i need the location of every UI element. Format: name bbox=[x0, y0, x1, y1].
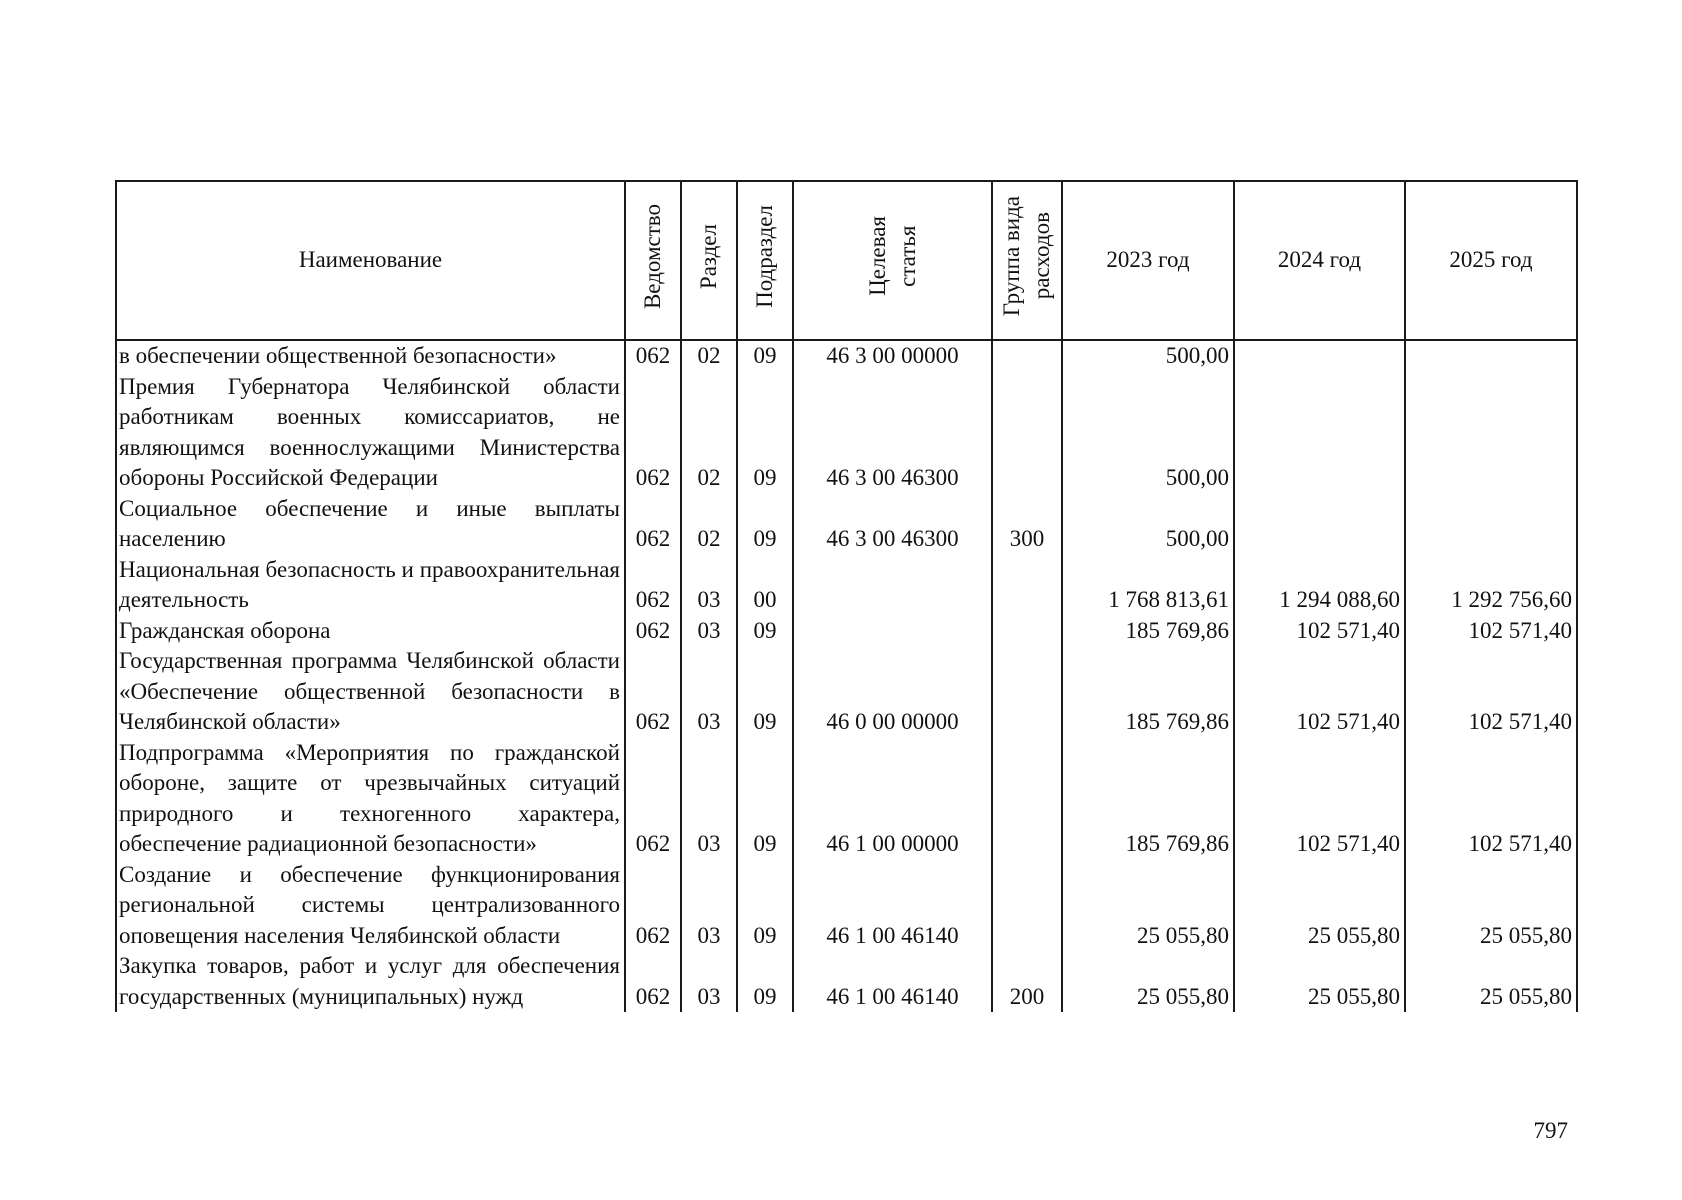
table-row bbox=[116, 494, 1577, 555]
row-tselevaya-statya: 46 0 00 00000 bbox=[793, 646, 992, 738]
table-row bbox=[116, 646, 1577, 738]
row-2024: 25 055,80 bbox=[1234, 951, 1405, 1012]
table-row bbox=[116, 372, 1577, 494]
row-podrazdel: 00 bbox=[737, 555, 793, 616]
row-name: Подпрограмма «Мероприятия по гражданской обороне, защите от чрезвычайных ситуаций природного и техногенного характера, обеспечение радиационной безопасности» bbox=[116, 738, 625, 860]
row-vedomstvo: 062 bbox=[625, 616, 681, 647]
row-razdel: 03 bbox=[681, 738, 737, 860]
row-razdel: 03 bbox=[681, 860, 737, 952]
row-name: Национальная безопасность и правоохранительная деятельность bbox=[116, 555, 625, 616]
row-tselevaya-statya bbox=[793, 616, 992, 647]
row-tselevaya-statya: 46 3 00 46300 bbox=[793, 494, 992, 555]
row-2025: 102 571,40 bbox=[1405, 616, 1577, 647]
header-2024: 2024 год bbox=[1234, 181, 1405, 340]
row-tselevaya-statya: 46 1 00 00000 bbox=[793, 738, 992, 860]
row-podrazdel: 09 bbox=[737, 646, 793, 738]
table-row bbox=[116, 555, 1577, 616]
row-podrazdel: 09 bbox=[737, 494, 793, 555]
row-razdel: 03 bbox=[681, 951, 737, 1012]
row-2025 bbox=[1405, 340, 1577, 372]
row-2023: 25 055,80 bbox=[1062, 951, 1234, 1012]
header-tselevaya-statya: Целевая статья bbox=[793, 181, 992, 340]
row-2024 bbox=[1234, 494, 1405, 555]
row-2025: 25 055,80 bbox=[1405, 860, 1577, 952]
row-gruppa bbox=[992, 616, 1062, 647]
row-2024 bbox=[1234, 340, 1405, 372]
table-row bbox=[116, 616, 1577, 647]
row-razdel: 02 bbox=[681, 372, 737, 494]
table-row bbox=[116, 340, 1577, 372]
row-vedomstvo: 062 bbox=[625, 340, 681, 372]
row-vedomstvo: 062 bbox=[625, 860, 681, 952]
row-tselevaya-statya: 46 3 00 46300 bbox=[793, 372, 992, 494]
row-vedomstvo: 062 bbox=[625, 372, 681, 494]
row-2023: 1 768 813,61 bbox=[1062, 555, 1234, 616]
row-tselevaya-statya bbox=[793, 555, 992, 616]
header-2025: 2025 год bbox=[1405, 181, 1577, 340]
header-podrazdel: Подраздел bbox=[737, 181, 793, 340]
row-2023: 185 769,86 bbox=[1062, 646, 1234, 738]
row-2024 bbox=[1234, 372, 1405, 494]
row-gruppa bbox=[992, 340, 1062, 372]
row-2023: 185 769,86 bbox=[1062, 616, 1234, 647]
row-tselevaya-statya: 46 1 00 46140 bbox=[793, 951, 992, 1012]
header-razdel: Раздел bbox=[681, 181, 737, 340]
header-2023: 2023 год bbox=[1062, 181, 1234, 340]
row-name: Создание и обеспечение функционирования региональной системы централизованного оповещения населения Челябинской области bbox=[116, 860, 625, 952]
row-razdel: 02 bbox=[681, 340, 737, 372]
row-gruppa bbox=[992, 860, 1062, 952]
row-tselevaya-statya: 46 1 00 46140 bbox=[793, 860, 992, 952]
row-2024: 102 571,40 bbox=[1234, 738, 1405, 860]
row-gruppa bbox=[992, 555, 1062, 616]
row-2025: 102 571,40 bbox=[1405, 738, 1577, 860]
row-razdel: 03 bbox=[681, 646, 737, 738]
header-name: Наименование bbox=[116, 181, 625, 340]
row-vedomstvo: 062 bbox=[625, 494, 681, 555]
row-2023: 500,00 bbox=[1062, 494, 1234, 555]
row-gruppa bbox=[992, 738, 1062, 860]
row-2024: 102 571,40 bbox=[1234, 646, 1405, 738]
row-razdel: 03 bbox=[681, 616, 737, 647]
row-name: Закупка товаров, работ и услуг для обеспечения государственных (муниципальных) нужд bbox=[116, 951, 625, 1012]
row-vedomstvo: 062 bbox=[625, 646, 681, 738]
header-gruppa-vida-raskhodov: Группа вида расходов bbox=[992, 181, 1062, 340]
table-header-row bbox=[116, 181, 1577, 340]
row-podrazdel: 09 bbox=[737, 860, 793, 952]
row-razdel: 02 bbox=[681, 494, 737, 555]
row-2024: 25 055,80 bbox=[1234, 860, 1405, 952]
row-name: Гражданская оборона bbox=[116, 616, 625, 647]
row-name: Премия Губернатора Челябинской области работникам военных комиссариатов, не являющимся военнослужащими Министерства обороны Российской Федерации bbox=[116, 372, 625, 494]
row-gruppa bbox=[992, 372, 1062, 494]
row-2025: 102 571,40 bbox=[1405, 646, 1577, 738]
row-podrazdel: 09 bbox=[737, 951, 793, 1012]
row-name: в обеспечении общественной безопасности» bbox=[116, 340, 625, 372]
row-2025: 1 292 756,60 bbox=[1405, 555, 1577, 616]
row-tselevaya-statya: 46 3 00 00000 bbox=[793, 340, 992, 372]
row-vedomstvo: 062 bbox=[625, 951, 681, 1012]
table-row bbox=[116, 860, 1577, 952]
row-podrazdel: 09 bbox=[737, 340, 793, 372]
budget-table bbox=[115, 180, 1578, 1012]
row-2025 bbox=[1405, 494, 1577, 555]
header-vedomstvo: Ведомство bbox=[625, 181, 681, 340]
row-2023: 500,00 bbox=[1062, 340, 1234, 372]
page-number: 797 bbox=[1533, 1118, 1568, 1143]
row-2025: 25 055,80 bbox=[1405, 951, 1577, 1012]
row-name: Социальное обеспечение и иные выплаты населению bbox=[116, 494, 625, 555]
row-vedomstvo: 062 bbox=[625, 738, 681, 860]
row-2025 bbox=[1405, 372, 1577, 494]
row-gruppa: 300 bbox=[992, 494, 1062, 555]
row-razdel: 03 bbox=[681, 555, 737, 616]
row-2023: 25 055,80 bbox=[1062, 860, 1234, 952]
row-podrazdel: 09 bbox=[737, 372, 793, 494]
table-row bbox=[116, 738, 1577, 860]
row-gruppa bbox=[992, 646, 1062, 738]
row-name: Государственная программа Челябинской области «Обеспечение общественной безопасности в Челябинской области» bbox=[116, 646, 625, 738]
row-2024: 102 571,40 bbox=[1234, 616, 1405, 647]
row-podrazdel: 09 bbox=[737, 738, 793, 860]
table-row bbox=[116, 951, 1577, 1012]
row-podrazdel: 09 bbox=[737, 616, 793, 647]
row-vedomstvo: 062 bbox=[625, 555, 681, 616]
row-2023: 500,00 bbox=[1062, 372, 1234, 494]
row-2024: 1 294 088,60 bbox=[1234, 555, 1405, 616]
row-gruppa: 200 bbox=[992, 951, 1062, 1012]
row-2023: 185 769,86 bbox=[1062, 738, 1234, 860]
